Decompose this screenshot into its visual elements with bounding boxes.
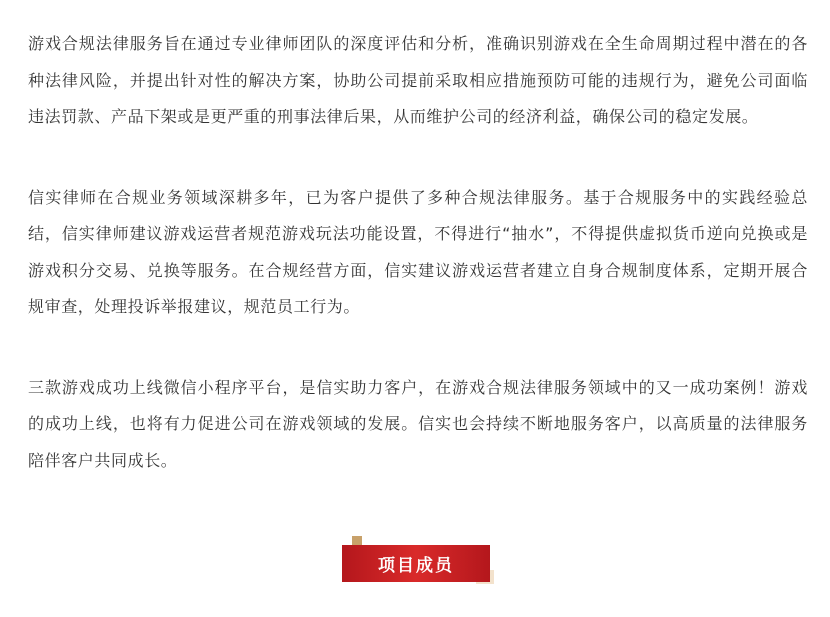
paragraph-compliance-experience: 信实律师在合规业务领域深耕多年，已为客户提供了多种合规法律服务。基于合规服务中的实践经验总结，信实律师建议游戏运营者规范游戏玩法功能设置，不得进行“抽水”，不得提供虚拟货币逆向兑换或是游戏积分交易、兑换等服务。在合规经营方面，信实建议游戏运营者建立自身合规制度体系，定期开展合规审查，处理投诉举报建议，规范员工行为。 [28,187,808,316]
article-body [28,26,808,523]
paragraph-success-case: 三款游戏成功上线微信小程序平台，是信实助力客户，在游戏合规法律服务领域中的又一成功案例！游戏的成功上线，也将有力促进公司在游戏领域的发展。信实也会持续不断地服务客户，以高质量的法律服务陪伴客户共同成长。 [28,377,808,470]
section-title-label: 项目成员 [342,545,490,582]
section-title-badge [340,536,494,586]
paragraph-service-intro: 游戏合规法律服务旨在通过专业律师团队的深度评估和分析，准确识别游戏在全生命周期过程中潜在的各种法律风险，并提出针对性的解决方案，协助公司提前采取相应措施预防可能的违规行为，避免公司面临违法罚款、产品下架或是更严重的刑事法律后果，从而维护公司的经济利益，确保公司的稳定发展。 [28,34,808,126]
